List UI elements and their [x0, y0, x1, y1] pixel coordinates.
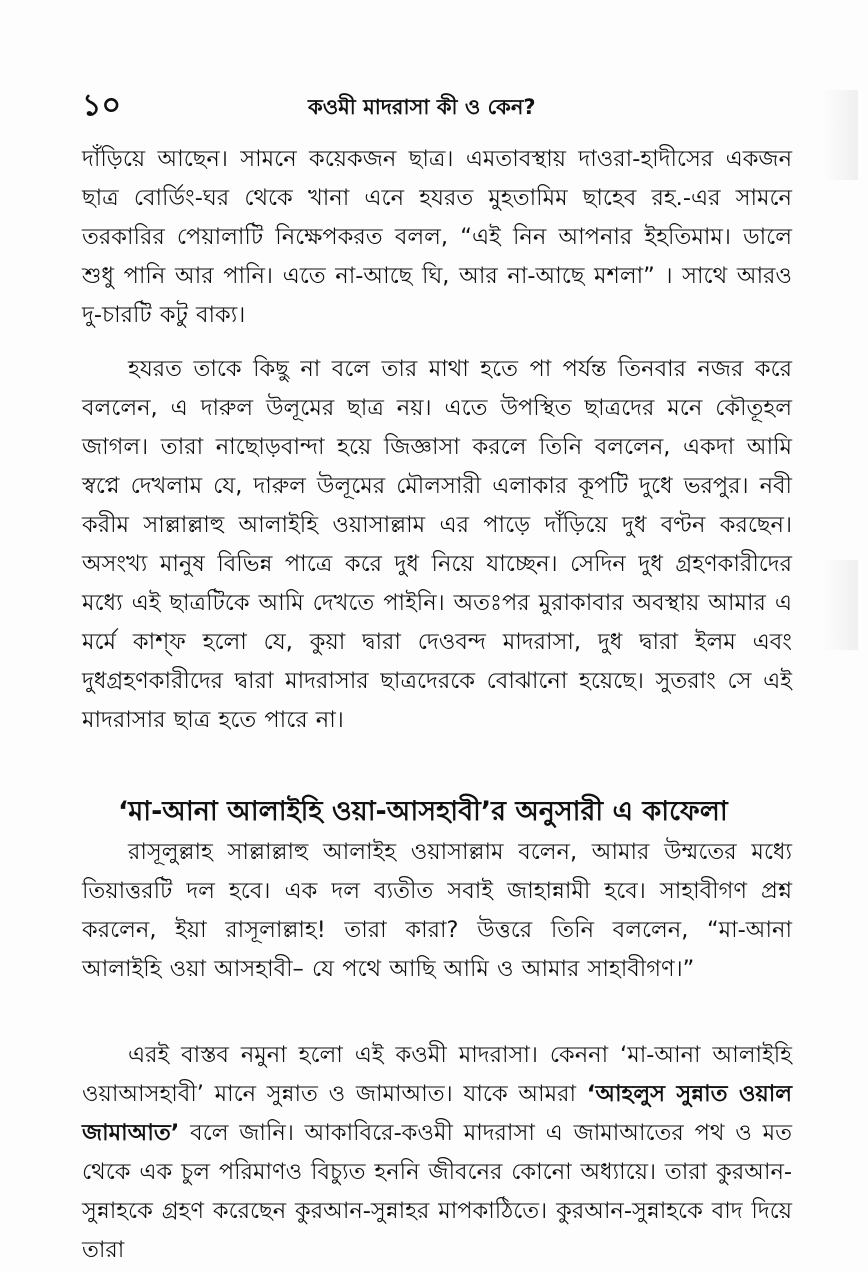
paragraph-3: [82, 833, 792, 989]
paragraph-text-part: বলে জানি। আকাবিরে-কওমী মাদরাসা এ জামাআতের পথ ও মত থেকে এক চুল পরিমাণও বিচ্যুত হননি জীবনের কোনো অধ্যায়ে। তারা কুরআন-সুন্নাহকে গ্রহণ করেছেন কুরআন-সুন্নাহর মাপকাঠিতে। কুরআন-সুন্নাহকে বাদ দিয়ে তারা: [82, 1120, 792, 1263]
bold-term: ‘আহলুস সুন্নাত ওয়াল জামাআত’: [82, 1081, 792, 1146]
page-header: [82, 82, 782, 130]
paragraph-1: [82, 140, 792, 335]
paragraph-text-part: এরই বাস্তব নমুনা হলো এই কওমী মাদরাসা। কেননা ‘মা-আনা আলাইহি ওয়াআসহাবী’ মানে সুন্নাত ও জামাআত। যাকে আমরা: [82, 1042, 792, 1107]
page-shadow: [822, 560, 858, 650]
paragraph-text: রাসূলুল্লাহ সাল্লাল্লাহু আলাইহ ওয়াসাল্লাম বলেন, আমার উম্মতের মধ্যে তিয়াত্তরটি দল হবে। এক দল ব্যতীত সবাই জাহান্নামী হবে। সাহাবীগণ প্রশ্ন করলেন, ইয়া রাসূলাল্লাহ! তারা কারা? উত্তরে তিনি বললেন, “মা-আনা আলাইহি ওয়া আসহাবী– যে পথে আছি আমি ও আমার সাহাবীগণ।”: [82, 839, 792, 982]
page-number: ১০: [82, 88, 121, 123]
page-shadow: [822, 90, 858, 180]
section-heading: ‘মা-আনা আলাইহি ওয়া-আসহাবী’র অনুসারী এ কাফেলা: [118, 796, 728, 827]
paragraph-text: হযরত তাকে কিছু না বলে তার মাথা হতে পা পর্যন্ত তিনবার নজর করে বললেন, এ দারুল উলূমের ছাত্র নয়। এতে উপস্থিত ছাত্রদের মনে কৌতূহল জাগল। তারা নাছোড়বান্দা হয়ে জিজ্ঞাসা করলে তিনি বললেন, একদা আমি স্বপ্নে দেখলাম যে, দারুল উলূমের মৌলসারী এলাকার কূপটি দুধে ভরপুর। নবী করীম সাল্লাল্লাহু আলাইহি ওয়াসাল্লাম এর পাড়ে দাঁড়িয়ে দুধ বণ্টন করছেন। অসংখ্য মানুষ বিভিন্ন পাত্রে করে দুধ নিয়ে যাচ্ছেন। সেদিন দুধ গ্রহণকারীদের মধ্যে এই ছাত্রটিকে আমি দেখতে পাইনি। অতঃপর মুরাকাবার অবস্থায় আমার এ মর্মে কাশ্‌ফ হলো যে, কুয়া দ্বারা দেওবন্দ মাদরাসা, দুধ দ্বারা ইলম এবং দুধগ্রহণকারীদের দ্বারা মাদরাসার ছাত্রদেরকে বোঝানো হয়েছে। সুতরাং সে এই মাদরাসার ছাত্র হতে পারে না।: [82, 356, 792, 733]
paragraph-text: দাঁড়িয়ে আছেন। সামনে কয়েকজন ছাত্র। এমতাবস্থায় দাওরা-হাদীসের একজন ছাত্র বোর্ডিং-ঘর থেকে খানা এনে হযরত মুহতামিম ছাহেব রহ.-এর সামনে তরকারির পেয়ালাটি নিক্ষেপকরত বলল, “এই নিন আপনার ইহতিমাম। ডালে শুধু পানি আর পানি। এতে না-আছে ঘি, আর না-আছে মশলা” । সাথে আরও দু-চারটি কটু বাক্য।: [82, 146, 792, 328]
running-title: কওমী মাদরাসা কী ও কেন?: [308, 95, 536, 119]
paragraph-text: [82, 1036, 792, 1270]
paragraph-2: [82, 350, 792, 740]
paragraph-4: [82, 1036, 792, 1270]
